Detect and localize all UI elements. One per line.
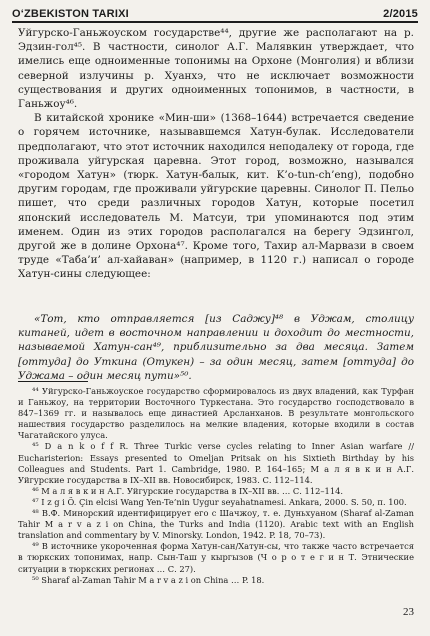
journal-title: O‘ZBEKISTON TARIXI: [12, 8, 129, 20]
footnote-50: ⁵⁰ Sharaf al-Zaman Tahir M a r v a z i on China … P. 18.: [32, 574, 265, 585]
footnote-49: ⁴⁹ В источнике укороченная форма Хатун-сан/Хатун-сы, что также часто встречается в тюркских топонимах, напр. Сын-Таш у кыргызов (Ч о р о т е г и н Т. Этнические ситуации в тюркских регионах … С. 27).: [18, 541, 414, 574]
paragraph-1: Уйгурско-Ганьжоуском государстве⁴⁴, другие же располагают на р. Эдзин-гол⁴⁵. В частности, синолог А.Г. Малявкин утверждает, что имелись еще одноименные топонимы на Орхоне (Монголия) и вблизи северной излучины р. Хуанхэ, что не исключает возможности существования и других одноименных топонимов, в частности, в Ганьжоу⁴⁶.: [18, 27, 414, 111]
footnote-47: ⁴⁷ I z g i Ö. Çin elcisi Wang Yen-Te’nin Uygur seyahatnamesi. Ankara, 2000. S. 50, п. 100.: [32, 496, 407, 507]
footnote-44: ⁴⁴ Уйгурско-Ганьжоуское государство сформировалось из двух владений, как Турфан и Ганьжоу, на территории Восточного Туркестана. Это государство господствовало в 847–1369 гг. и называлось еще династией Арсланханов. В результате монгольского нашествия государство разделилось на мелкие владения, которые входили в состав Чагатайского улуса.: [18, 386, 414, 441]
paragraph-2: В китайской хронике «Мин-ши» (1368–1644) встречается сведение о горячем источнике, называвшемся Хатун-булак. Исследователи предполагают, что этот источник находился неподалеку от города, где проживала уйгурская царевна. Этот город, возможно, назывался «городом Хатун» (тюрк. Хатун-балык, кит. K’o-tun-ch’eng), подобно другим городам, где проживали уйгурские царевны. Синолог П. Пельо пишет, что среди различных городов Хатун, которые посетил японский исследователь М. Матсуи, три упоминаются под этим именем. Один из этих городов располагался на берегу Эдзингол, другой же в долине Орхона⁴⁷. Кроме того, Тахир ал-Марвази в своем труде «Таба’и’ ал-хайаван» (например, в 1120 г.) написал о городе Хатун-сины следующее:: [18, 112, 414, 281]
block-quote: «Тот, кто отправляется [из Саджу]⁴⁸ в Уджам, столицу китаней, идет в восточном направлении и доходит до местности, называемой Хатун-сан⁴⁹, приблизительно за два месяца. Затем [оттуда] до Уткина (Отукен) – за один месяц, затем [оттуда] до Уджама – один месяц пути»⁵⁰.: [18, 313, 414, 382]
main-text: [18, 26, 414, 282]
footnote-45: ⁴⁵ D a n k o f f R. Three Turkic verse cycles relating to Inner Asian warfare // Eucharisterion: Essays presented to Omeljan Pritsak on his Sixtieth Birthday by his Colleagues and Students. Part 1. Cambridge, 1980. P. 164–165; М а л я в к и н А.Г. Уйгурские государства в IX–XII вв. Новосибирск, 1983. С. 112–114.: [18, 441, 414, 485]
footnote-48: ⁴⁸ В.Ф. Минорский идентифицирует его с Шачжоу, т. е. Дуньхуаном (Sharaf al-Zaman Tahir M a r v a z i on China, the Turks and India (1120). Arabic text with an English translation and commentary by V. Minorsky. London, 1942. P. 18, 70–73).: [18, 508, 414, 541]
page-number: 23: [403, 606, 414, 618]
footnote-46: ⁴⁶ М а л я в к и н А.Г. Уйгурские государства в IX–XII вв. … С. 112–114.: [32, 485, 344, 496]
issue-number: 2/2015: [383, 8, 418, 20]
footnote-separator: [18, 381, 88, 382]
running-header: [12, 5, 418, 23]
footnotes: [18, 386, 414, 586]
